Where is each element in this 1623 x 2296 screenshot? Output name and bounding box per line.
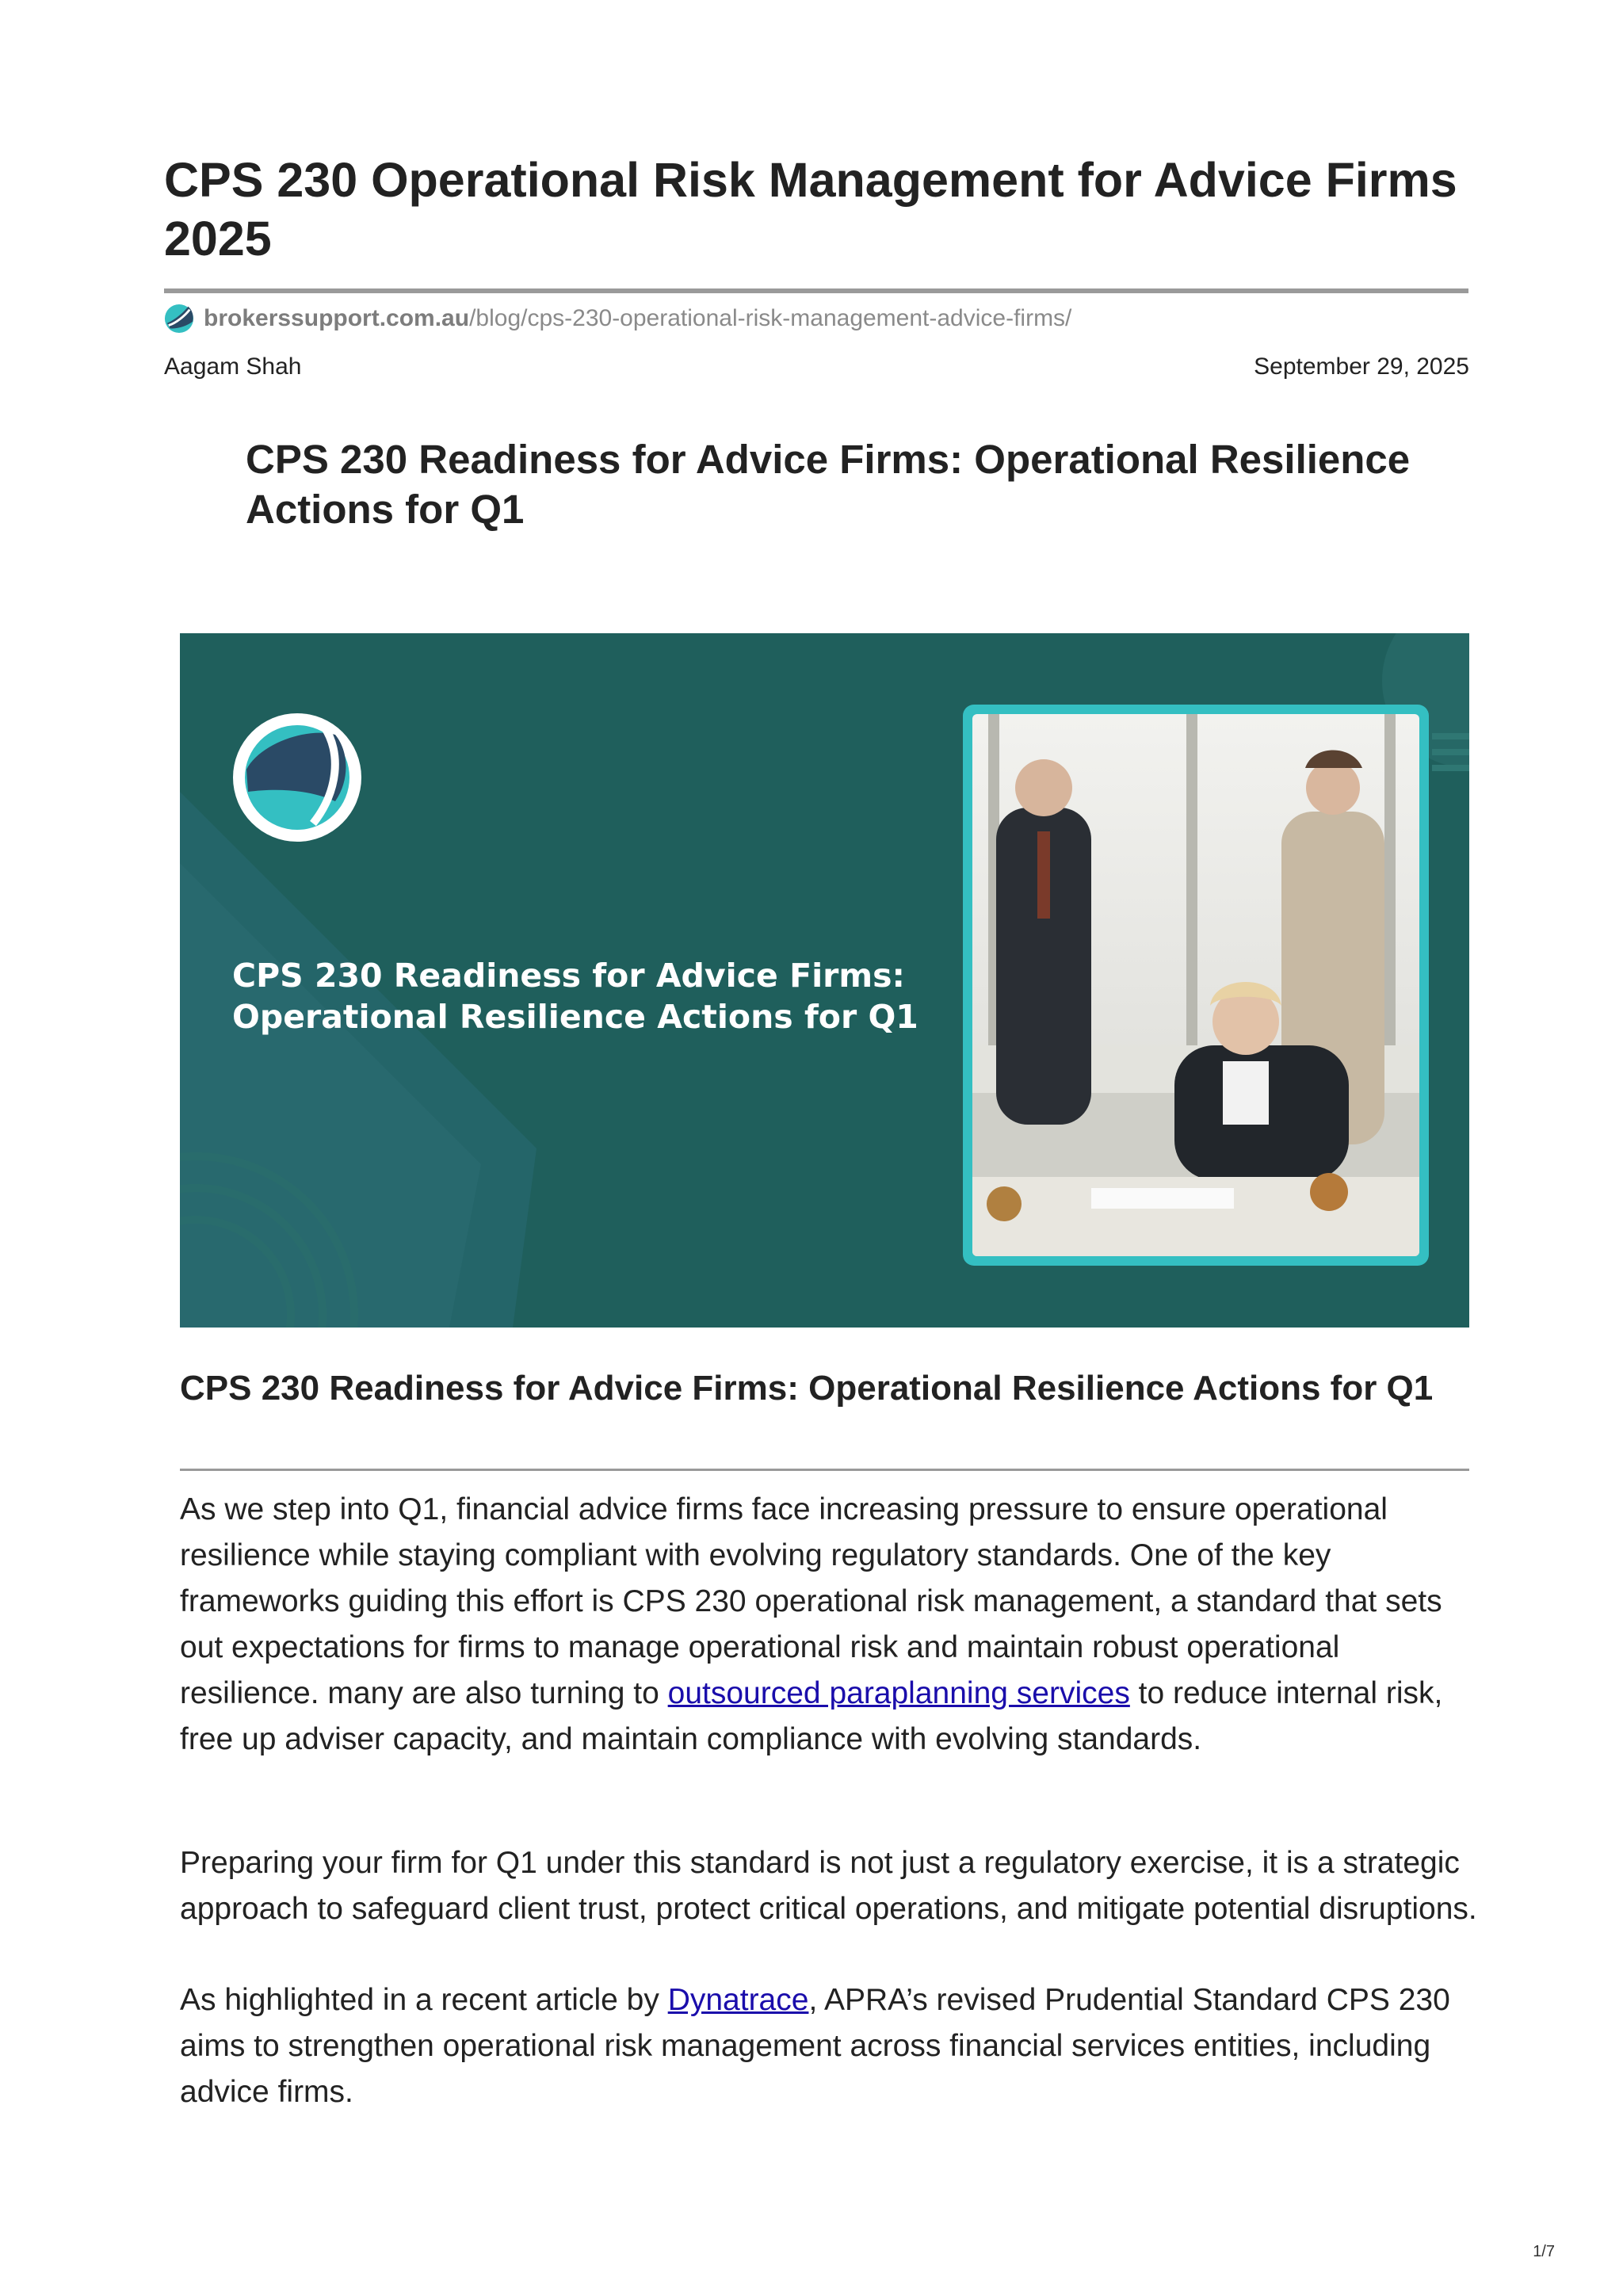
publish-date: September 29, 2025	[1254, 353, 1469, 380]
hero-banner	[180, 633, 1469, 1328]
section-divider	[180, 1469, 1469, 1471]
dynatrace-link[interactable]: Dynatrace	[667, 1983, 809, 2017]
title-divider	[164, 288, 1468, 293]
outsourced-paraplanning-link[interactable]: outsourced paraplanning services	[667, 1676, 1130, 1710]
hero-photo	[963, 705, 1429, 1266]
author-name: Aagam Shah	[164, 353, 302, 380]
preparation-paragraph: Preparing your firm for Q1 under this standard is not just a regulatory exercise, it is a strategic approach to safeguard client trust, protect critical operations, and mitigate potential disruptions.	[180, 1846, 1477, 1926]
page-number: 1/7	[1533, 2243, 1555, 2260]
article-subtitle: CPS 230 Readiness for Advice Firms: Operational Resilience Actions for Q1	[246, 437, 1411, 532]
section-heading: CPS 230 Readiness for Advice Firms: Operational Resilience Actions for Q1	[180, 1369, 1434, 1408]
hero-line-2: Operational Resilience Actions for Q1	[232, 998, 918, 1036]
source-path: /blog/cps-230-operational-risk-management-advice-firms/	[469, 305, 1072, 331]
site-logo-icon	[164, 304, 194, 334]
hero-line-1: CPS 230 Readiness for Advice Firms:	[232, 957, 905, 995]
page-title: CPS 230 Operational Risk Management for Advice Firms 2025	[164, 153, 1457, 266]
source-domain: brokerssupport.com.au	[204, 305, 470, 331]
source-url[interactable]	[164, 302, 1071, 335]
intro-paragraph	[180, 1487, 1480, 1763]
intro-text-start: As we step into Q1, financial advice firms face increasing pressure to ensure operational resilience while staying compliant with evolving regulatory standards. One of the key frameworks guiding this effort is CPS 230 operational risk management, a standard that sets out expectations for firms to manage operational risk and maintain robust operational resilience. many are also turning to	[180, 1492, 1442, 1710]
brand-logo	[233, 713, 361, 842]
dynatrace-paragraph	[180, 1977, 1480, 2115]
intro-text-end: to reduce internal risk, free up adviser capacity, and maintain compliance with evolving standards.	[180, 1676, 1443, 1756]
dynatrace-text-start: As highlighted in a recent article by	[180, 1983, 668, 2017]
dynatrace-text-end: , APRA’s revised Prudential Standard CPS 230 aims to strengthen operational risk management across financial services entities, including advice firms.	[180, 1983, 1450, 2109]
